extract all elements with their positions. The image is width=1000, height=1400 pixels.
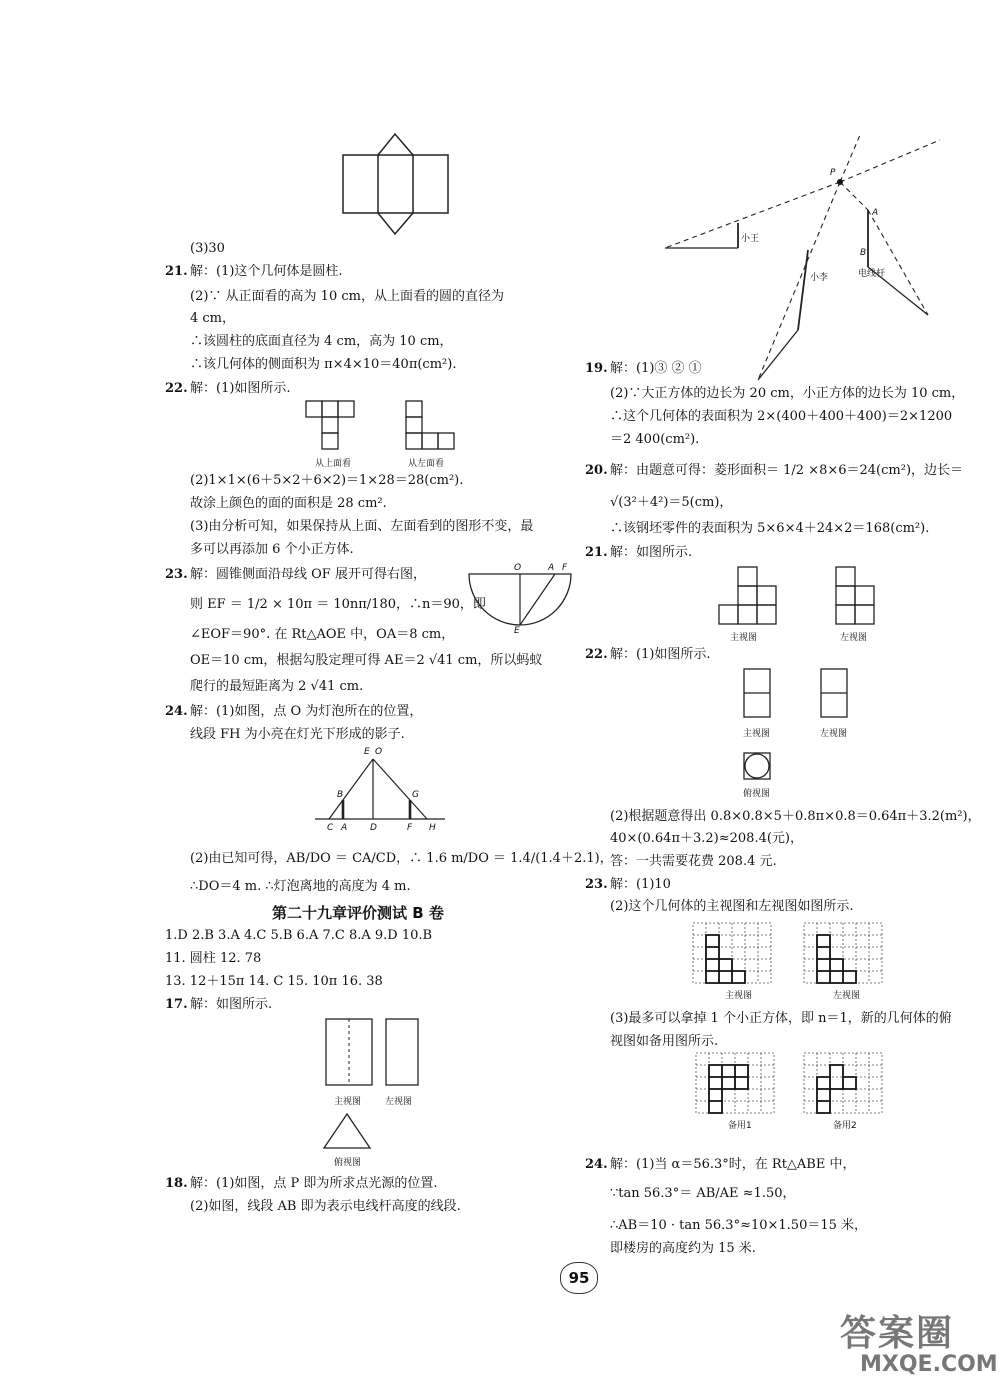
q17-top-view-figure <box>322 1112 372 1152</box>
q23-line4: OE＝10 cm，根据勾股定理可得 AE＝2 √41 cm，所以蚂蚁 <box>190 653 543 668</box>
watermark-logo: 答案圈 <box>840 1313 955 1354</box>
q20-number: 20. <box>585 463 608 478</box>
q23r-left-view-caption: 左视图 <box>833 991 861 1001</box>
q23-line3: ∠EOF＝90°. 在 Rt△AOE 中，OA＝8 cm， <box>190 627 455 642</box>
q23r-front-view-grid <box>692 922 772 984</box>
q23r-spare-caption-1: 备用1 <box>728 1121 752 1131</box>
q19-line3: ∴这个几何体的表面积为 2×(400＋400＋400)＝2×1200 <box>610 409 953 424</box>
q24-point-D: D <box>370 823 377 833</box>
q18-light-source-figure <box>660 135 940 385</box>
fig18-label-wang: 小王 <box>741 234 760 244</box>
q24-point-C: C <box>327 823 334 833</box>
mc-answers-row3: 13. 12＋15π 14. C 15. 10π 16. 38 <box>165 974 383 989</box>
q21-line1: 解：(1)这个几何体是圆柱. <box>190 264 343 279</box>
q21-line5: ∴该几何体的侧面积为 π×4×10＝40π(cm²). <box>190 357 457 372</box>
q23r-line2: (2)这个几何体的主视图和左视图如图所示. <box>610 899 854 914</box>
q23r-spare-grid-1 <box>695 1052 775 1114</box>
q24r-line2: ∵tan 56.3°＝ AB/AE ≈1.50， <box>610 1186 796 1201</box>
q22r-number: 22. <box>585 647 608 662</box>
page-number: 95 <box>560 1262 598 1294</box>
q21-line3: 4 cm， <box>190 311 236 326</box>
fig18-point-P: P <box>830 168 836 178</box>
q19-line4: ＝2 400(cm²). <box>610 432 700 447</box>
q18-number: 18. <box>165 1176 188 1191</box>
q21-line2: (2)∵ 从正面看的高为 10 cm，从上面看的圆的直径为 <box>190 289 504 304</box>
q18-line2: (2)如图，线段 AB 即为表示电线杆高度的线段. <box>190 1199 461 1214</box>
q21-line4: ∴该圆柱的底面直径为 4 cm，高为 10 cm， <box>190 334 453 349</box>
q23r-spare-caption-2: 备用2 <box>833 1121 857 1131</box>
fig18-point-A: A <box>872 208 879 218</box>
q22-left-view-figure <box>405 400 457 452</box>
q23r-number: 23. <box>585 877 608 892</box>
q19-line2: (2)∵大正方体的边长为 20 cm，小正方体的边长为 10 cm， <box>610 386 965 401</box>
q24r-number: 24. <box>585 1157 608 1172</box>
q23r-front-view-caption: 主视图 <box>725 991 753 1001</box>
q20-line2: √(3²＋4²)＝5(cm)， <box>610 495 733 510</box>
q24-point-H: H <box>429 823 436 833</box>
q23-point-E: E <box>514 626 520 636</box>
q22r-front-view-caption: 主视图 <box>743 729 771 739</box>
q22-top-view-figure <box>305 400 357 452</box>
q22-line4: (3)由分析可知，如果保持从上面、左面看到的图形不变，最 <box>190 519 534 534</box>
q17-number: 17. <box>165 997 188 1012</box>
q17-top-view-caption: 俯视图 <box>334 1158 362 1168</box>
q21r-front-view-caption: 主视图 <box>730 633 758 643</box>
q22-line5: 多可以再添加 6 个小正方体. <box>190 542 354 557</box>
watermark-url: MXQE.COM <box>860 1352 998 1377</box>
q17-left-view-figure <box>385 1018 421 1088</box>
q19-line1: 解：(1)③ ② ① <box>610 361 702 376</box>
mc-answers-row1: 1.D 2.B 3.A 4.C 5.B 6.A 7.C 8.A 9.D 10.B <box>165 928 433 943</box>
q23-line2: 则 EF ＝ 1/2 × 10π ＝ 10nπ/180，∴n＝90，即 <box>190 597 486 612</box>
q22r-top-view-figure <box>743 752 773 782</box>
q24-number: 24. <box>165 704 188 719</box>
q23-number: 23. <box>165 567 188 582</box>
q24-line3: (2)由已知可得，AB/DO ＝ CA/CD，∴ 1.6 m/DO ＝ 1.4/(1.4＋2.1)， <box>190 851 613 866</box>
q24-point-A: A <box>341 823 348 833</box>
q22r-line2: (2)根据题意得出 0.8×0.8×5＋0.8π×0.8＝0.64π＋3.2(m²)， <box>610 809 981 824</box>
q23-semicircle-figure <box>465 568 575 638</box>
q17-front-view-caption: 主视图 <box>334 1097 362 1107</box>
q24-line4: ∴DO＝4 m. ∴灯泡离地的高度为 4 m. <box>190 879 411 894</box>
q22-line3: 故涂上颜色的面的面积是 28 cm². <box>190 496 387 511</box>
fig18-point-B: B <box>860 248 867 258</box>
q23r-spare-grid-2 <box>803 1052 883 1114</box>
q22-left-view-caption: 从左面看 <box>408 459 445 469</box>
q22r-line1: 解：(1)如图所示. <box>610 647 711 662</box>
section-heading: 第二十九章评价测试 B 卷 <box>272 904 444 922</box>
q23r-left-view-grid <box>803 922 883 984</box>
q22-number: 22. <box>165 381 188 396</box>
q17-front-view-figure <box>325 1018 375 1088</box>
q21r-front-view-figure <box>718 566 778 626</box>
q24-point-B: B <box>337 790 344 800</box>
q24-point-G: G <box>412 790 419 800</box>
q24r-line3: ∴AB＝10 · tan 56.3°≈10×1.50＝15 米， <box>610 1218 868 1233</box>
q23r-line3: (3)最多可以拿掉 1 个小正方体，即 n＝1，新的几何体的俯 <box>610 1011 952 1026</box>
q20-line1: 解：由题意可得：菱形面积＝ 1/2 ×8×6＝24(cm²)，边长＝ <box>610 463 964 478</box>
mc-answers-row2: 11. 圆柱 12. 78 <box>165 951 262 966</box>
q22-line1: 解：(1)如图所示. <box>190 381 291 396</box>
q19-number: 19. <box>585 361 608 376</box>
q22r-line3: 40×(0.64π＋3.2)≈208.4(元)， <box>610 831 803 846</box>
q24-lamp-figure <box>315 755 445 825</box>
q21r-left-view-figure <box>835 566 877 626</box>
q24r-line4: 即楼房的高度约为 15 米. <box>610 1241 756 1256</box>
q23-line5: 爬行的最短距离为 2 √41 cm. <box>190 679 364 694</box>
fig18-label-pole: 电线杆 <box>858 269 886 279</box>
q23-point-O: O <box>514 563 522 573</box>
q22r-left-view-figure <box>820 668 850 720</box>
fig18-label-li: 小李 <box>810 273 829 283</box>
q22r-front-view-figure <box>743 668 773 720</box>
q22r-left-view-caption: 左视图 <box>820 729 848 739</box>
q23r-line4: 视图如备用图所示. <box>610 1034 719 1049</box>
q23-point-F: F <box>562 563 568 573</box>
q23-line1: 解：圆锥侧面沿母线 OF 展开可得右图， <box>190 567 426 582</box>
q21-number: 21. <box>165 264 188 279</box>
q21r-number: 21. <box>585 545 608 560</box>
q17-left-view-caption: 左视图 <box>385 1097 413 1107</box>
prism-net-figure <box>340 150 450 235</box>
q21r-line1: 解：如图所示. <box>610 545 693 560</box>
q23r-line1: 解：(1)10 <box>610 877 671 892</box>
q22r-top-view-caption: 俯视图 <box>743 789 771 799</box>
q21r-left-view-caption: 左视图 <box>840 633 868 643</box>
q24-line2: 线段 FH 为小亮在灯光下形成的影子. <box>190 727 405 742</box>
q24r-line1: 解：(1)当 α＝56.3°时，在 Rt△ABE 中， <box>610 1157 856 1172</box>
q22r-line4: 答：一共需要花费 208.4 元. <box>610 854 777 869</box>
q20-part3: (3)30 <box>190 241 225 256</box>
q24-point-O: O <box>375 747 383 757</box>
q24-point-E: E <box>364 747 370 757</box>
q22-top-view-caption: 从上面看 <box>315 459 352 469</box>
q24-line1: 解：(1)如图，点 O 为灯泡所在的位置， <box>190 704 423 719</box>
q18-line1: 解：(1)如图，点 P 即为所求点光源的位置. <box>190 1176 438 1191</box>
q24-point-F: F <box>407 823 413 833</box>
q23-point-A: A <box>548 563 555 573</box>
q20-line3: ∴该钢坯零件的表面积为 5×6×4＋24×2＝168(cm²). <box>610 521 930 536</box>
q17-line1: 解：如图所示. <box>190 997 273 1012</box>
q22-line2: (2)1×1×(6＋5×2＋6×2)＝1×28＝28(cm²). <box>190 473 464 488</box>
